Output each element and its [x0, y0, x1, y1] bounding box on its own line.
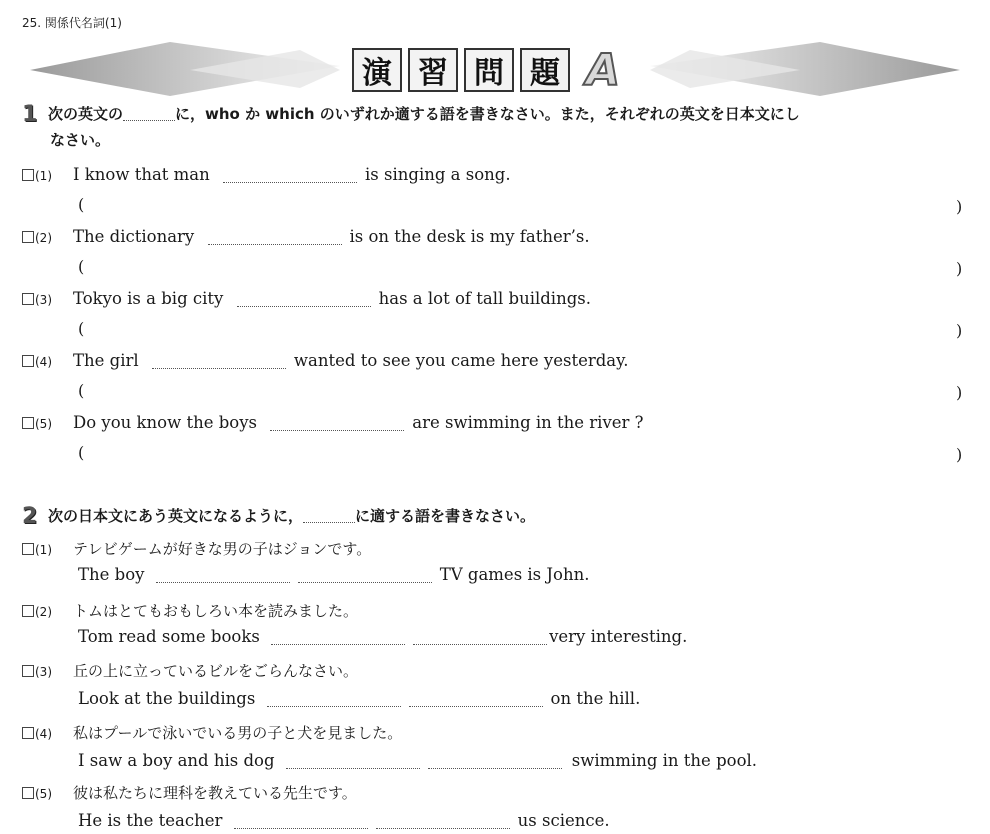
- question-text-after: wanted to see you came here yesterday.: [293, 351, 629, 370]
- section2-instruction: [22, 504, 535, 529]
- inline-blank-marker: [123, 106, 175, 121]
- answer-blank[interactable]: [208, 228, 342, 245]
- section1-instruction-cont: なさい。: [50, 131, 111, 149]
- section2-instruction-b: に適する語を書きなさい。: [355, 507, 536, 525]
- answer-blank[interactable]: [270, 414, 404, 431]
- answer-blank[interactable]: [428, 752, 562, 769]
- translation-open-paren: (: [78, 319, 85, 338]
- translation-open-paren: (: [78, 257, 85, 276]
- translation-open-paren: (: [78, 195, 85, 214]
- question-number: (4): [35, 355, 52, 369]
- check-box[interactable]: [22, 355, 34, 367]
- answer-blank[interactable]: [267, 690, 401, 707]
- s2-english-line-3: [78, 688, 640, 710]
- translation-close-paren: ): [956, 321, 963, 340]
- answer-blank[interactable]: [413, 628, 547, 645]
- question-text-after: are swimming in the river ?: [412, 413, 644, 432]
- check-box[interactable]: [22, 787, 34, 799]
- s1-question-4: [22, 350, 629, 373]
- page-header-label: 25. 関係代名詞(1): [22, 16, 122, 30]
- question-text-before: I know that man: [73, 165, 210, 184]
- answer-blank[interactable]: [152, 352, 286, 369]
- check-box[interactable]: [22, 417, 34, 429]
- s2-question-2: [22, 600, 358, 623]
- section1-number: 1: [22, 102, 38, 127]
- question-number: (5): [35, 787, 52, 801]
- answer-blank[interactable]: [237, 290, 371, 307]
- question-text-before: The dictionary: [73, 227, 195, 246]
- section1-instruction: [22, 102, 800, 127]
- answer-blank[interactable]: [234, 812, 368, 829]
- s2-question-5: [22, 782, 357, 805]
- s2-english-line-1: [78, 564, 589, 586]
- section2-number: 2: [22, 504, 38, 529]
- translation-close-paren: ): [956, 383, 963, 402]
- s2-english-line-5: [78, 810, 610, 832]
- japanese-sentence: 丘の上に立っているビルをごらんなさい。: [73, 662, 359, 680]
- banner-title: [352, 44, 630, 96]
- question-text-after: has a lot of tall buildings.: [378, 289, 591, 308]
- check-box[interactable]: [22, 727, 34, 739]
- question-text-before: The boy: [78, 565, 145, 584]
- question-text-after: very interesting.: [549, 627, 688, 646]
- answer-blank[interactable]: [223, 166, 357, 183]
- question-text-before: Do you know the boys: [73, 413, 258, 432]
- question-text-before: I saw a boy and his dog: [78, 751, 275, 770]
- title-char: 問: [464, 48, 514, 92]
- question-text-before: Look at the buildings: [78, 689, 256, 708]
- answer-blank[interactable]: [298, 566, 432, 583]
- japanese-sentence: トムはとてもおもしろい本を読みました。: [73, 602, 359, 620]
- s1-question-1: [22, 164, 511, 187]
- s1-question-2: [22, 226, 590, 249]
- japanese-sentence: 彼は私たちに理科を教えている先生です。: [73, 784, 357, 802]
- answer-blank[interactable]: [376, 812, 510, 829]
- answer-blank[interactable]: [286, 752, 420, 769]
- answer-blank[interactable]: [409, 690, 543, 707]
- s1-question-5: [22, 412, 644, 435]
- s2-question-4: [22, 722, 402, 745]
- inline-blank-marker: [303, 508, 355, 523]
- question-text-before: Tom read some books: [78, 627, 260, 646]
- question-number: (1): [35, 543, 52, 557]
- check-box[interactable]: [22, 605, 34, 617]
- question-text-after: us science.: [517, 811, 610, 830]
- answer-blank[interactable]: [271, 628, 405, 645]
- translation-open-paren: (: [78, 443, 85, 462]
- check-box[interactable]: [22, 169, 34, 181]
- translation-close-paren: ): [956, 197, 963, 216]
- question-text-before: Tokyo is a big city: [73, 289, 224, 308]
- title-char: 習: [408, 48, 458, 92]
- s2-english-line-2: [78, 626, 687, 648]
- answer-blank[interactable]: [156, 566, 290, 583]
- title-char: 演: [352, 48, 402, 92]
- question-text-after: is singing a song.: [365, 165, 511, 184]
- japanese-sentence: テレビゲームが好きな男の子はジョンです。: [73, 540, 372, 558]
- translation-close-paren: ): [956, 445, 963, 464]
- translation-close-paren: ): [956, 259, 963, 278]
- check-box[interactable]: [22, 665, 34, 677]
- section1-instruction-b: に，who か which のいずれか適する語を書きなさい。また，それぞれの英文を日本文にし: [175, 105, 800, 123]
- s2-english-line-4: [78, 750, 757, 772]
- check-box[interactable]: [22, 543, 34, 555]
- title-char: 題: [520, 48, 570, 92]
- question-number: (4): [35, 727, 52, 741]
- check-box[interactable]: [22, 293, 34, 305]
- question-text-after: on the hill.: [550, 689, 641, 708]
- question-text-before: He is the teacher: [78, 811, 223, 830]
- question-number: (3): [35, 665, 52, 679]
- section2-instruction-a: 次の日本文にあう英文になるように，: [48, 507, 304, 525]
- s2-question-3: [22, 660, 358, 683]
- s2-question-1: [22, 538, 371, 561]
- question-text-after: swimming in the pool.: [571, 751, 758, 770]
- question-text-before: The girl: [73, 351, 139, 370]
- question-number: (3): [35, 293, 52, 307]
- japanese-sentence: 私はプールで泳いでいる男の子と犬を見ました。: [73, 724, 403, 742]
- question-text-after: TV games is John.: [439, 565, 590, 584]
- translation-open-paren: (: [78, 381, 85, 400]
- question-number: (1): [35, 169, 52, 183]
- question-number: (5): [35, 417, 52, 431]
- question-number: (2): [35, 605, 52, 619]
- check-box[interactable]: [22, 231, 34, 243]
- title-letter: A: [585, 44, 621, 96]
- question-text-after: is on the desk is my father’s.: [349, 227, 590, 246]
- s1-question-3: [22, 288, 591, 311]
- question-number: (2): [35, 231, 52, 245]
- section1-instruction-a: 次の英文の: [48, 105, 124, 123]
